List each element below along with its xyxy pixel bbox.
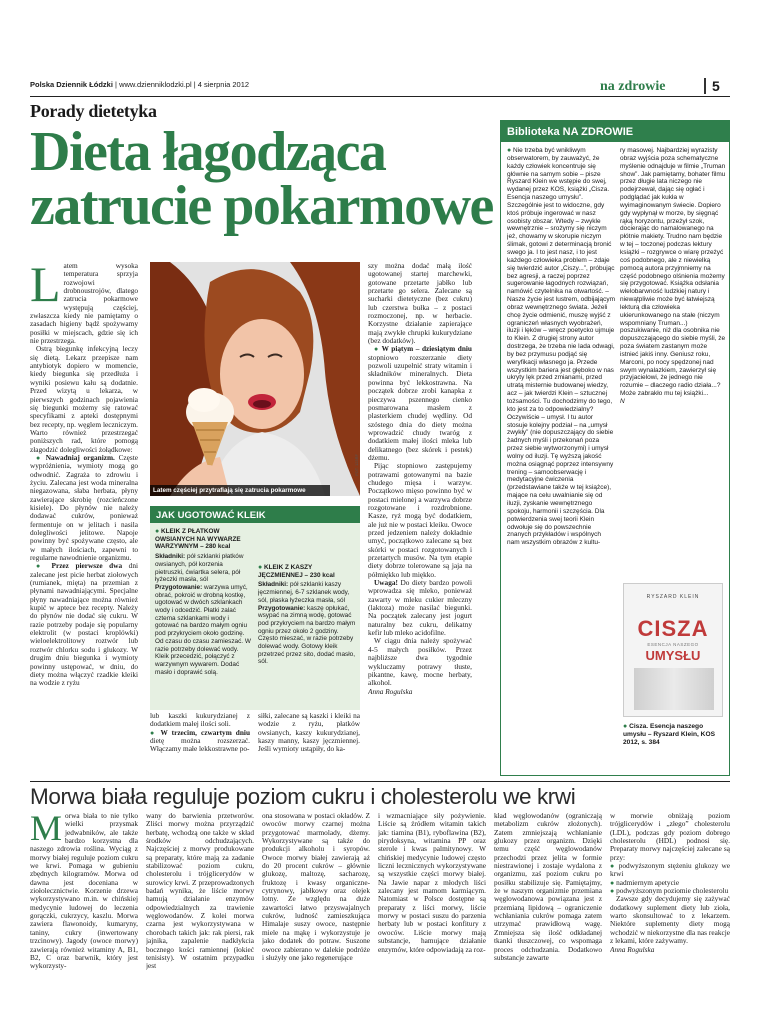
book-cover [623, 583, 723, 717]
book-subtitle-2: UMYSŁU [645, 648, 701, 663]
section-divider [30, 781, 730, 782]
headline-line-2: zatrucie pokarmowe [30, 175, 493, 237]
book-author: RYSZARD KLEIN [646, 594, 700, 600]
headline-line-1: Dieta łagodząca [30, 121, 386, 183]
book-caption: ● Cisza. Esencja naszego umysłu – Ryszard Klein, KOS 2012, s. 384 [623, 723, 715, 746]
masthead-rule [30, 96, 730, 97]
second-col-2: wany do barwienia przetworów. Zliści morwy można przyrządzić herbatę, wchodzą one także w skład środków odchudzających. Najczęściej z morwy produkowane są preparaty, które mają za zadanie stabilizować poziom cukru, cholesterolu i trójglicerydów w surowicy krwi. Z przeprowadzonych badań wynika, że liście morwy hamują działanie enzymów odpowiedzialnych za trawienie węglowodanów. Z kolei morwa czarna jest wykorzystywana w chorobach takich jak: rak piersi, rak jajnika, zapalenie nadkłykcia bocznego kości ramiennej (łokieć tenisisty). W ostatnim przypadku jest [146, 812, 254, 971]
sidebar-col-1: ● Nie trzeba być wnikliwym obserwatorem, by zauważyć, że każdy człowiek koncentruje się głównie na samym sobie – pisze Ryszard Klein we wstępie do swej, wydanej przez KOS, książki „Cisza. Esencja naszego umysłu”. Szczególnie jest to widoczne, gdy ktoś próbuje ingerować w nasz osobisty obszar. Wtedy – zwykle wewnętrznie – srożymy się niczym jeż, chowamy w skorupie niczym ślimak, gotowi z determinacją bronić swego ja. I to jest nasz, i to jest każdego człowieka problem – zdaje się twierdzić autor „Ciszy...”, próbując bez agresji, a raczej poprzez sugerowanie łagodnych rozwiązań, namówić czytelnika na otwartość. – Nasze życie jest lustrem, odbijającym obraz wewnętrznego świata. Jeżeli chcę życie odmienić, muszę wyjść z ograniczeń własnych wyobrażeń, iluzji i lęków – wręcz poetycko ujmuje to Klein. Z drugiej strony autor dostrzega, że trzeba nie lada odwagi, by bez przymusu podjąć się weryfikacji własnego ja. Przede wszystkim bariera jest głęboko w nas ukryty lęk przed zmianami, przed utratą misternie budowanej wiedzy, acz – jak twierdzi Klein – sztucznej tożsamości. Tu dochodzimy do tego, kto jest za to odpowiedzialny? Oczywiście – umysł. I tu autor stosuje kolejny podział – na „umysł zwykły” (nie dopuszczający do siebie żadnych myśli i przekonań poza przez siebie wytworzonymi) i umysł wolny od iluzji. Tę wyższą jakość można osiągnąć poprzez intensywny trening – samoobserwację i medytacyjne ćwiczenia (przedstawiane także w tej książce), mające na celu uwalnianie się od iluzji, zyskanie wewnętrznego spokoju, harmonii i szczęścia. Dla potwierdzenia swej teorii Klein odwołuje się do powszechnie znanych przykładów i wspólnych nam wszystkim obrazów z kultu- [507, 147, 615, 547]
dropcap: L [30, 262, 61, 312]
second-col-1: Morwa biała to nie tylko wielki przysmak jedwabników, ale także bardzo korzystna dla naszego zdrowia roślina. Wyciąg z morwy białej reguluje poziom cukru we krwi. Pomaga w gubieniu zbędnych kilogramów. Morwa od dawna jest doceniana w ziołolecznictwie. Korzenie drzewa wykorzystywano m.in. w chińskiej medycynie ludowej do leczenia gorączki, cukrzycy, kaszlu. Morwa zawiera flawonoidy, kumaryny, taniny, cukry (inwertowany trzcinowy). Jagody (owoce morwy) zawierają również witaminy A, B1, B2, C oraz barwnik, który jest wykorzysty- [30, 812, 138, 971]
lead-column: Latem wysoka temperatura sprzyja rozwojowi drobnoustrojów, dlatego zatrucia pokarmowe występują częściej, zwłaszcza kiedy nie pamiętamy o zasadach higieny bądź spożywamy posiłki w miejscach, gdzie się ich nie przestrzega. Ostrą biegunkę infekcyjną leczy się dietą. Lekarz przepisze nam antybiotyk dopiero w momencie, kiedy biegunka się przedłuża i wyniki posiewu kału są dodatnie. Przed wizytą u lekarza, w pierwszych godzinach pojawienia się biegunki możemy się ratować specyfikami z apteki dostępnymi bez recepty, np. węglem leczniczym. Warto również przestrzegać poniższych rad, które pomogą złagodzić dolegliwości żołądkowe: ● Nawadniaj organizm. Częste wypróżnienia, wymioty mogą go odwodnić. Zagraża to zdrowiu i życiu. Zalecana jest woda mineralna niegazowana, słaba herbata, płyny zawierające skrobię (rozcieńczone kisiele). Do płynów nie należy dodawać cukrów, ponieważ fermentuje on w jelitach i nasila dolegliwości jelitowe. Napoje powinny być spożywane często, ale w małych ilościach, zapewni to regularne nawodnienie organizmu. ● Przez pierwsze dwa dni zalecane jest picie herbat ziołowych (rumianek, mięta) na przemian z płynami nawadniającymi. Specjalne płyny nawadniające można również kupić w aptece bez recepty. Należy do płynów nie dodać się cukru. W razie potrzeby podaje się popularny elektrolit (w postaci kroplówki) wieloelektrolitowy roztwór lub roztwór chlorku sodu i glukozy. W drugim dniu biegunka i wymioty powinny ustępować, w dniu, do diety można włączyć rzadkie kleiki na wodzie z ryżu [30, 262, 138, 688]
photo-caption: Latem częściej przytrafiają się zatrucia pokarmowe [150, 485, 330, 496]
second-signature: Anna Rogulska [610, 944, 655, 954]
bullet-icon: ● [610, 862, 616, 871]
masthead: Polska Dziennik Łódzki | www.dzienniklodzki.pl | 4 sierpnia 2012 [30, 80, 250, 89]
book-cover-art [634, 668, 714, 710]
strip-col-2: siłki, zalecane są kaszki i kleiki na wodzie z ryżu, płatków owsianych, kaszy kukurydzianej, kaszy manny, kaszy jęczmiennej. Jeśli wymioty ustąpiły, do ka- [258, 712, 360, 754]
author-signature: Anna Rogulska [368, 686, 413, 696]
bullet-icon: ● [258, 564, 263, 571]
kicker: Porady dietetyka [30, 101, 157, 121]
second-dropcap: M [30, 812, 63, 848]
section-label [600, 79, 665, 95]
recipe-1-title: KLEIK Z PŁATKÓW OWSIANYCH NA WYWARZE WARZYWNYM – 280 kcal [155, 528, 241, 551]
book-title: CISZA [637, 616, 709, 641]
recipe-2: ● KLEIK Z KASZY JĘCZMIENNEJ – 230 kcal Składniki: pół szklanki kaszy jęczmiennej, 6-7 szklanek wody, sól, płaska łyżeczka masła, sól Przygotowanie: kaszę opłukać, wsypać na zimną wodę, gotować pod przykryciem na bardzo małym ogniu przez około 2 godziny. Często mieszać, w razie potrzeby dolewać wody. Gotowy kleik przetrzeć przez sito, dodać masło, sól. [258, 564, 356, 666]
bullet-icon: ● [507, 147, 512, 154]
second-col-5: kład węglowodanów (ograniczają metabolizm cukrów złożonych). Zatem zmniejszają wchłanianie glukozy przez organizm. Dzięki temu część węglowodanów przechodzi przez jelita w formie niestrawionej i zostaje wydalona z organizmu, zaś poziom cukru po posiłku stabilizuje się. Pamiętajmy, że w naszym organizmie przemiana węglowodanowa powiązana jest z przemianą lipidową – ograniczenie wchłaniania cukrów pomaga zatem utrzymać prawidłową wagę. Zmniejsza się ilość odkładanej tkanki tłuszczowej, co wspomaga proces odchudzania. Dodatkowo substancje zawarte [494, 812, 602, 962]
second-col-6: w morwie obniżają poziom trójglicerydów i „złego” cholesterolu (LDL), podczas gdy poziom dobrego cholesterolu (HDL) podnosi się. Preparaty morwy najczęściej zalecane są przy: ● podwyższonym stężeniu glukozy we krwi ● nadmiernym apetycie ● podwyższonym poziomie cholesterolu Zawsze gdy decydujemy się zażywać dodatkowy suplement diety lub zioła, warto skonsultować to z lekarzem. Niektóre suplementy diety mogą wchodzić w niekorzystne dla nas reakcje z lekami, które zażywamy. Anna Rogulska [610, 812, 730, 954]
sidebar-signature: N [620, 398, 625, 405]
bullet-icon: ● [36, 453, 43, 462]
bullet-icon: ● [150, 728, 157, 737]
second-headline: Morwa biała reguluje poziom cukru i cholesterolu we krwi [30, 784, 576, 809]
bullet-icon: ● [610, 887, 615, 896]
second-col-3: ona stosowana w postaci okładów. Z owoców morwy czarnej można przygotować marmolady, dżemy. Wykorzystywane są także do produkcji alkoholu i syropów. Owoce morwy białej zawierają aż do 20 procent cukrów – głównie glukozę, maltozę, sacharozę, fruktozę i kwasy organiczne- cytrynowy, jabłkowy oraz olejek lotny. Ze względu na duże zawartości łatwo przyswajalnych cukrów, ludność zamieszkująca Himalaje suszy owoce, następnie miele na mąkę i wykorzystuje je jako dodatek do potraw. Suszone owoce zabierano w dalekie podróże i służyły one jako regenerujące [262, 812, 370, 962]
photo-credit: FOT. 123RF [354, 454, 359, 476]
bullet-icon: ● [155, 528, 160, 535]
book-subtitle-1: ESENCJA NASZEGO [647, 642, 699, 647]
paper-name: Polska Dziennik Łódzki [30, 80, 113, 89]
woman-ice-cream-image [150, 262, 360, 496]
sidebar-title: Biblioteka NA ZDROWIE [501, 121, 729, 142]
recipe-box-title: JAK UGOTOWAĆ KLEIK [150, 506, 360, 523]
bullet-icon: ● [610, 878, 615, 887]
issue-date: 4 sierpnia 2012 [197, 80, 250, 89]
recipe-box [150, 506, 360, 710]
page-number: 5 [704, 78, 726, 94]
paper-url[interactable]: www.dzienniklodzki.pl [119, 80, 192, 89]
headline [30, 121, 500, 237]
recipe-1: ● KLEIK Z PŁATKÓW OWSIANYCH NA WYWARZE WARZYWNYM – 280 kcal Składniki: pół szklanki płatków owsianych, pół korzenia pietruszki, ćwiartka selera, pół łyżeczki masła, sól Przygotowanie: warzywa umyć, obrać, pokroić w drobną kostkę, ugotować w dwóch szklankach wody i odcedzić. Płatki zalać cztema szklankami wody i gotować na bardzo małym ogniu pod przykryciem około godzinę. Od czasu do czasu zamieszać. W razie potrzeby dolewać wody. Kleik przecedzić, połączyć z warzywnym wywarem. Dodać masło i doprawić solą. [155, 528, 251, 676]
lead-paragraph-2: Ostrą biegunkę infekcyjną leczy się dietą. Lekarz przepisze nam antybiotyk dopiero w momencie, kiedy biegunka się przedłuża i wyniki posiewu kału są dodatnie. Przed wizytą u lekarza, w pierwszych godzinach pojawienia się biegunki możemy się ratować specyfikami z apteki dostępnymi bez recepty, np. węglem leczniczym. Warto również przestrzegać poniższych rad, które pomogą złagodzić dolegliwości żołądkowe: [30, 344, 138, 454]
sidebar-col-2: ry masowej. Najbardziej wyrazisty obraz wyjścia poza schematyczne myślenie odnajduje w filmie „Truman show”. Jak pamiętamy, bohater filmu przez długie lata niczego nie podejrzewał, dając się ogłać i podglądać jak kukła w wyimaginowanym świecie. Dopiero gdy wypłynął w morze, by sięgnąć rąką horyzontu, przeżył szok, docierając do namalowanego na płótnie makiety. Trudno nam będzie w tej – toczonej podczas lektury książki – rozgrywce o wiarę przeżyć coś podobnego, ale z niewielką pomocą autora przyjmniemy na część podobnego olśnienia możemy się przygotować. Książka odsłania wielobarwność ludzkiej natury i niewątpliwie może być łatwiejszą lekturą dla człowieka ukierunkowanego na stałe (niczym wspomniany Truman...) poszukiwanie, niż dla osobnika nie dopuszczającego do siebie myśli, że poza światem zastanym może istnieć jakiś inny. Geniusz roku, Marconi, po nocy spędzonej nad swym wynalazkiem, zawierzył się przyjacielowi, że jednego nie rozumie – dlaczego radio działa...? Może zabrakło mu tej książki... N [620, 147, 726, 405]
bullet-icon: ● [374, 345, 379, 354]
recipe-2-title: KLEIK Z KASZY JĘCZMIENNEJ – 230 kcal [258, 564, 335, 579]
second-col-4: i wzmacniające siły pożywienie. Liście są źródłem witamin takich jak: tiamina (B1), ryboflawina (B2), pirydoksyna, witamina PP oraz sterole i kwas palmitynowy. W chińskiej medycynie ludowej często liczni lecznicznych wykorzystywane są wszystkie części morwy białej. Na Jawie napar z młodych liści zalecany jest mamom karmiącym. Natomiast w Polsce dostępne są preparaty z liści morwy, liście morwy w postaci suszu do parzenia herbaty lub w postaci konfitury z owoców. Liście morwy mają substancje, hamujące działanie enzymów, które odpowiadają za roz- [378, 812, 486, 954]
photo [150, 262, 360, 496]
section-name: na zdrowie [600, 79, 666, 94]
bullet-icon: ● [623, 723, 628, 730]
bullet-icon: ● [36, 562, 45, 571]
strip-col-1: lub kaszki kukurydzianej z dodatkiem małej ilości soli. ● W trzecim, czwartym dniu dietę można rozszerzać. Włączamy małe lekkostrawne po- [150, 712, 250, 754]
middle-column: szy można dodać małą ilość ugotowanej startej marchewki, gotowane przetarte jabłko lub przetarte go selera. Zalecane są sucharki dietetyczne (bez cukru) lub czerstwa bułka – z postaci rozmoczonej, np. w herbacie. Korzystne działanie zapierające mają zwykłe chrupki kukurydziane (bez dodatków). ● W piątym – dziesiątym dniu stopniowo rozszerzanie diety pozwoli uzupełnić straty witamin i składników mineralnych. Dieta powinna być lekkostrawna. Na początek dobrze zrobi kanapka z pieczywa pszennego cienko posmarowana masłem z plasterkiem chudej wędliny. Od szóstego dnia do diety można wprowadzić chudy twaróg z dodatkiem małej ilości mleka lub delikatnego (bez skórek i pestek) dżemu. Pijąc stopniowo zastępujemy potrawami gotowanymi na bazie chudego mięsa i warzyw. Początkowo mięso powinno być w postaci mielonej a warzywa dobrze rozgotowane i rozdrobnione. Kasze, ryż mogą być dodatkiem, ale już nie w postaci kleiku. Owoce przed jedzeniem należy dokładnie umyć, początkowo zalecane są bez skórki w postaci rozgotowanych i przetartych musów. Na tym etapie diety dobrze tolerowane są jaja na półmiękko lub miękko. Uwaga! Do diety bardzo powoli wprowadza się mleko, ponieważ zawarty w mleku cukier mleczny (laktoza) może nasilać biegunki. Na początek zalecany jest jogurt naturalny bez cukru, delikatny kefir lub mleko acidofilne. W ciągu dnia należy spożywać 4-5 małych posiłków. Przez najbliższe dwa tygodnie wykluczamy potrawy tłuste, pikantne, kawę, mocne herbaty, alkohol. Anna Rogulska [368, 262, 472, 696]
sidebar [500, 120, 730, 776]
